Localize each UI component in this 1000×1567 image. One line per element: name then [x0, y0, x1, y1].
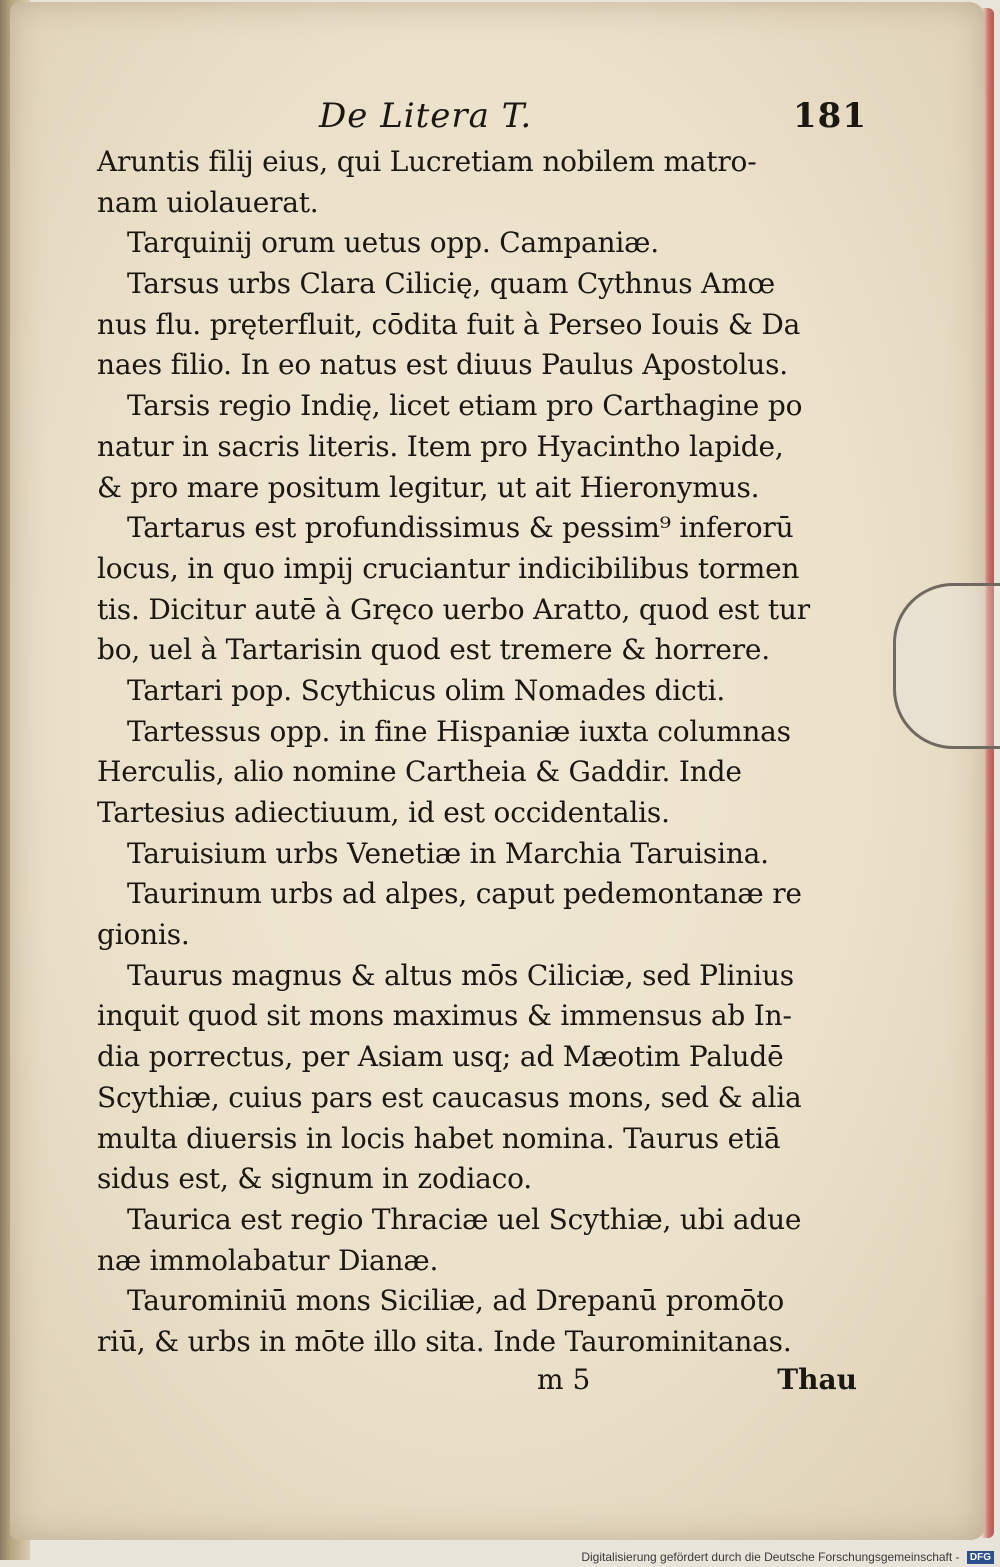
- text-line: Aruntis filij eius, qui Lucretiam nobilem matro-: [97, 145, 757, 178]
- text-line: dia porrectus, per Asiam usq; ad Mæotim Paludē: [97, 1040, 784, 1074]
- text-line: bo, uel à Tartarisin quod est tremere & horrere.: [97, 633, 770, 667]
- catchword: Thau: [777, 1362, 857, 1396]
- text-line: Taurominiū mons Siciliæ, ad Drepanū promōto: [127, 1284, 785, 1318]
- text-line: Tartessus opp. in fine Hispaniæ iuxta columnas: [127, 714, 791, 748]
- text-line: naes filio. In eo natus est diuus Paulus Apostolus.: [97, 348, 788, 382]
- page-text: [97, 96, 867, 1403]
- text-line: Taruisium urbs Venetiæ in Marchia Taruisina.: [127, 836, 769, 870]
- text-line: locus, in quo impij cruciantur indicibilibus tormen: [97, 551, 800, 585]
- text-block: [97, 142, 867, 1363]
- text-line: Tartesius adiectiuum, id est occidentalis.: [97, 796, 670, 829]
- signature-mark: m 5: [537, 1362, 591, 1396]
- text-line: Taurus magnus & altus mōs Ciliciæ, sed Plinius: [127, 958, 794, 992]
- text-line: næ immolabatur Dianæ.: [97, 1243, 439, 1277]
- text-line: & pro mare positum legitur, ut ait Hieronymus.: [97, 470, 760, 504]
- text-line: Tartarus est profundissimus & pessim⁹ inferorū: [127, 511, 794, 545]
- text-line: inquit quod sit mons maximus & immensus ab In-: [97, 999, 792, 1033]
- page-clip: [893, 583, 1000, 749]
- text-line: sidus est, & signum in zodiaco.: [97, 1162, 532, 1196]
- text-line: multa diuersis in locis habet nomina. Taurus etiā: [97, 1121, 781, 1155]
- text-line: nam uiolauerat.: [97, 185, 319, 219]
- text-line: Tarsus urbs Clara Cilicię, quam Cythnus Amœ: [127, 267, 776, 301]
- text-line: gionis.: [97, 918, 190, 952]
- page-number: 181: [793, 96, 867, 136]
- page-footer: [97, 1363, 867, 1403]
- text-line: Tarsis regio Indię, licet etiam pro Carthagine po: [127, 389, 803, 423]
- credit-text: Digitalisierung gefördert durch die Deutsche Forschungsgemeinschaft -: [581, 1549, 960, 1564]
- text-line: Scythiæ, cuius pars est caucasus mons, sed & alia: [97, 1080, 802, 1114]
- text-line: riū, & urbs in mōte illo sita. Inde Taurominitanas.: [97, 1324, 792, 1358]
- text-line: Herculis, alio nomine Cartheia & Gaddir. Inde: [97, 755, 742, 789]
- text-line: nus flu. pręterfluit, cōdita fuit à Perseo Iouis & Da: [97, 307, 801, 341]
- text-line: Tarquinij orum uetus opp. Campaniæ.: [127, 226, 659, 260]
- dfg-logo: DFG: [967, 1551, 994, 1564]
- digitization-credit: [581, 1550, 994, 1564]
- text-line: tis. Dicitur autē à Gręco uerbo Aratto, quod est tur: [97, 592, 810, 626]
- running-title: De Litera T.: [319, 96, 533, 136]
- text-line: Tartari pop. Scythicus olim Nomades dicti.: [127, 673, 726, 707]
- text-line: Taurinum urbs ad alpes, caput pedemontanæ re: [127, 877, 802, 911]
- text-line: Taurica est regio Thraciæ uel Scythiæ, ubi adue: [127, 1202, 802, 1236]
- running-header: [97, 96, 867, 142]
- text-line: natur in sacris literis. Item pro Hyacintho lapide,: [97, 429, 784, 463]
